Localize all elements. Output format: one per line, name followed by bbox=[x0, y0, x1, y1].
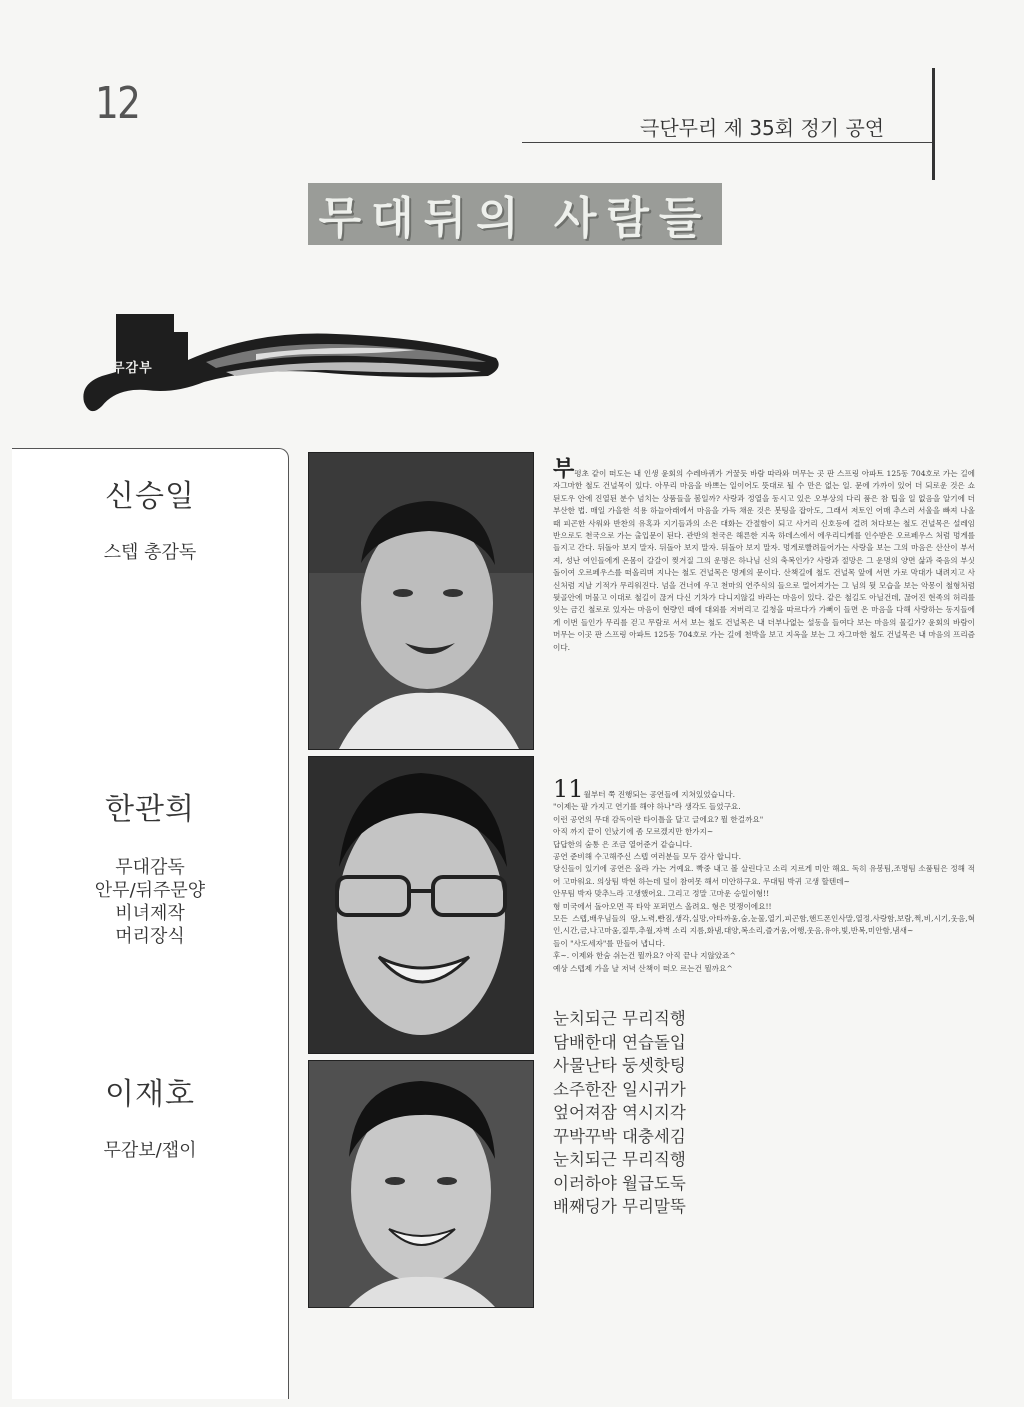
page-number: 12 bbox=[95, 78, 140, 129]
poem-line: 담배한대 연습돌입 bbox=[553, 1032, 686, 1052]
quote-line: 안무팀 박자 맞추느라 고생했어요. 그리고 정말 고마운 승일이형!! bbox=[553, 889, 770, 899]
poem bbox=[553, 1007, 686, 1219]
quote-line: "이제는 팔 가지고 연기를 해야 하나"라 생각도 들었구요. bbox=[553, 802, 741, 812]
quote-line: 답답한의 숨통 은 조금 열어준거 같습니다. bbox=[553, 839, 693, 849]
quote-line: 아직 까지 끝이 인났기에 좀 모르겠지만 한가지~ bbox=[553, 827, 714, 837]
dropcap-number: 11 bbox=[553, 775, 584, 803]
header-rule bbox=[522, 142, 932, 143]
person-role-line: 무감보/잽이 bbox=[103, 1140, 197, 1161]
paragraph-lead bbox=[553, 775, 975, 803]
quote-line: 이런 공연의 무대 감독이란 타이틀을 달고 글에요? 뭘 한걸까요" bbox=[553, 814, 764, 824]
person-role-line: 비녀제작 bbox=[115, 903, 185, 924]
poem-line: 엎어져잠 역시지각 bbox=[553, 1103, 686, 1122]
person-han-gwanhui bbox=[12, 784, 288, 948]
person-name: 한관희 bbox=[105, 792, 195, 827]
poem-line: 소주한잔 일시귀가 bbox=[553, 1079, 686, 1099]
person-role-line: 머리장식 bbox=[115, 926, 185, 947]
person-name: 이재호 bbox=[105, 1077, 195, 1112]
paragraph-text: 평초 같이 떠도는 내 인생 윤회의 수레바퀴가 거꿀듯 바람 따라와 머무는 곳 판 스프링 아파트 125동 704호로 가는 길에 자그마한 철도 건널목이 있다. 아무리 마음을 바쁘는 일이어도 뜻대로 될 수 만은 없는 일. 문에 가까이 있어 더 되로운 것은 쇼 된도우 안에 진열된 분수 넘치는 상품들을 봄일까? 사랑과 정열을 동시고 있은 오부상의 다리 품은 참 팁을 일 없음을 알기에 더 부산한 법. 매일 가을한 석용 하늘아래에서 마음을 가득 채운 것은 봇팅을 잡아도, 그래서 저토인 어매 추스러 서울을 빠져 나올 때 피곤한 사워와 반찬의 유혹과 지기들과의 소은 대화는 간절함이 되고 사거리 신호등에 걸려 쳐다보는 철도 건널목은 설레임 반으로도 천국으로 가는 출입문이 된다. 관반의 천국은 해른한 지옥 하데스에서 에우리디케를 인수받은 오르페우스 처럼 멍게를 들지고 간다. 뒤돌아 보지 말자. 뒤돌아 보지 말자. 뒤돌아 보지 말자. 멍게로빨려들어가는 사랑을 보는 그의 마음은 산산이 부서져, 성난 여인들에게 온몸이 갈갈이 찢겨질 그의 운명은 하나님 신의 축복인가? 사랑과 절망은 그 운명의 양면 삶과 죽음의 부싯돌이여 오르페우스를 떠올리며 지나는 철도 건널목은 명계의 문이다. 산책길에 철도 건널목 앞에 서면 가로 막대가 내려지고 사신처럼 지날 기적가 무리워진다. 넘을 건너에 우고 천마의 연주식의 들으로 멀어져가는 그 님의 뒷 모습을 보는 악몽이 철형처럼 뒷골안에 머물고 이대로 철길이 끊겨 다신 기차가 다니지않길 바라는 마음이 있다. 같은 철길도 아닐건데, 끊어진 현족의 허리를 잇는 금긴 철로로 있자는 마음이 현량인 때에 대외를 저버리고 길청을 따르다가 가뻐이 들면 온 마음을 다해 사랑하는 동지들에게 이번 들인가 무리를 걷고 무람로 서서 보는 철도 건널목은 내 더부나없는 설동을 들여다 보는 마음의 물길가? 윤회의 바람이 머무는 이곳 판 스프링 아파트 125동 704호로 가는 길에 천박을 보고 지옥을 보는 그 자그마한 철도 건널목은 내 마음의 프리즘이다. bbox=[553, 469, 975, 652]
portrait-photo-2 bbox=[308, 756, 534, 1054]
staff-sidebar bbox=[12, 448, 289, 1399]
paragraph-lead-text: 월부터 쭉 진행되는 공연들에 지쳐있었습니다. bbox=[583, 790, 735, 799]
person-role bbox=[12, 541, 288, 564]
person-role-line: 무대감독 bbox=[115, 857, 185, 878]
poem-line: 사물난타 둥셋핫팅 bbox=[553, 1056, 686, 1075]
quote-line: 형 미국에서 돌아오면 꼭 타악 포퍼먼스 올려요. 형은 멋쟁이에요!! bbox=[553, 901, 772, 911]
quote-line: 공연 준비해 수고해주신 스텝 여러분들 모두 감사 합니다. bbox=[553, 852, 742, 862]
person-role bbox=[12, 1139, 288, 1162]
portrait-photo-3 bbox=[308, 1060, 534, 1308]
person-shin-seungil bbox=[12, 471, 288, 564]
quote-line: 들이 "사도세자"를 만들어 냅니다. bbox=[553, 938, 666, 948]
poem-line: 꾸박꾸박 대충세김 bbox=[553, 1126, 686, 1146]
quote-line: 모든 스텝,배우님들의 땀,노력,빤짐,생각,실망,아타까움,숨,눈물,열기,피곤함,핸드폰인사말,열정,사랑함,보람,쩍,비,시기,웃음,혁인,시간,금,나고마움,질투,추월,자벽 소리 지름,화냄,대양,복소리,즐거움,어행,웃음,유야,빛,반복,미안함,냄새~ bbox=[553, 914, 975, 936]
quote-line: 후~. 이제와 한숨 쉬는건 뭘까요? 아직 끝나 지않았죠^ bbox=[553, 951, 736, 961]
quote-line: 예상 스텝제 가을 날 저녁 산책이 떠오 르는건 뭘까요^ bbox=[553, 963, 733, 973]
poem-line: 배째딩가 무리말뚝 bbox=[553, 1197, 686, 1216]
banner-title: 무대뒤의 사람들 bbox=[308, 183, 722, 245]
section-label: 무감부 bbox=[112, 361, 153, 376]
article-paragraph-1 bbox=[553, 456, 975, 654]
article-paragraph-2 bbox=[553, 775, 975, 975]
person-role bbox=[12, 856, 288, 948]
person-role-line: 안무/뒤주문양 bbox=[94, 880, 206, 901]
poem-line: 눈치되근 무리직행 bbox=[553, 1150, 686, 1169]
header-vertical-rule bbox=[932, 68, 935, 180]
person-role-line: 스텝 총감독 bbox=[103, 542, 197, 563]
header-title: 극단무리 제 35회 정기 공연 bbox=[640, 116, 885, 140]
poem-line: 이러하야 월급도둑 bbox=[553, 1173, 686, 1193]
dropcap: 부 bbox=[553, 456, 575, 482]
quote-line: 당신들이 있기에 공연은 올라 가는 거예요. 빡중 내고 볼 살린다고 소리 지르게 미안 해요. 독히 유봉팀,조명팀 소품팀은 정해 적어 고마워요. 의상팀 박현 하는데 덮이 참여못 해서 미안하구요. 무대팀 박귀 고생 할텐데~ bbox=[553, 864, 975, 886]
person-name: 신승일 bbox=[105, 479, 195, 514]
person-lee-jaeho bbox=[12, 1069, 288, 1162]
poem-line: 눈치되근 무리직행 bbox=[553, 1009, 686, 1028]
portrait-photo-1 bbox=[308, 452, 534, 750]
